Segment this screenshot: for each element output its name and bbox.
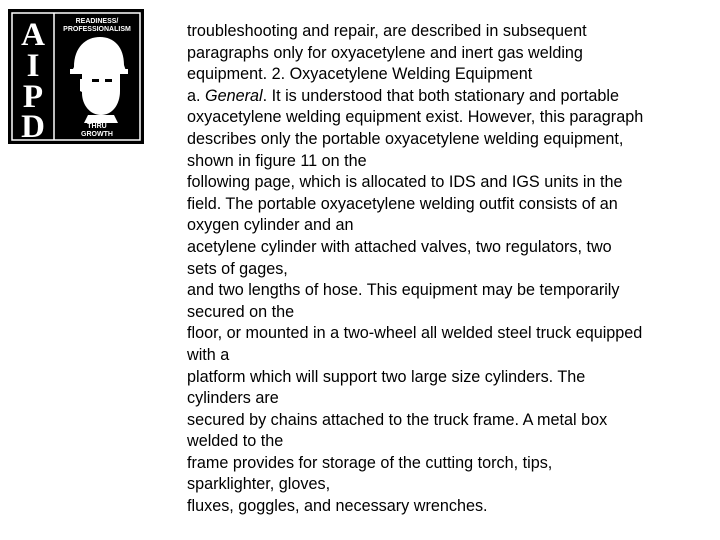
logo-bottom-text-thru: THRU [87, 123, 107, 130]
text-line [187, 86, 707, 108]
logo-letter-p: P [22, 79, 44, 115]
text-line: sets of gages, [187, 259, 288, 278]
logo-letter-a: A [21, 17, 45, 53]
logo-bottom-text-growth: GROWTH [81, 131, 113, 138]
text-line: sparklighter, gloves, [187, 475, 331, 494]
text-line: acetylene cylinder with attached valves, two regulators, two [187, 237, 612, 256]
text-line: shown in figure 11 on the [187, 151, 367, 170]
text-line: equipment. 2. Oxyacetylene Welding Equipment [187, 65, 533, 84]
soldier-head-icon [70, 37, 128, 123]
text-line: secured on the [187, 302, 295, 321]
logo-top-text-readiness: READINESS/ [75, 18, 119, 25]
text-line: describes only the portable oxyacetylene welding equipment, [187, 129, 624, 148]
text-line: oxygen cylinder and an [187, 216, 354, 235]
text-line: fluxes, goggles, and necessary wrenches. [187, 497, 488, 516]
text-line: troubleshooting and repair, are described in subsequent [187, 22, 587, 40]
text-line: platform which will support two large size cylinders. The [187, 367, 586, 386]
text-line: secured by chains attached to the truck frame. A metal box [187, 410, 608, 429]
logo-top-text-professionalism: PROFESSIONALISM [63, 26, 131, 33]
subheading-general: General [205, 86, 263, 105]
text-line: following page, which is allocated to IDS and IGS units in the [187, 173, 623, 192]
aipd-logo [8, 9, 144, 144]
text-line: field. The portable oxyacetylene welding outfit consists of an [187, 194, 618, 213]
text-line: floor, or mounted in a two-wheel all welded steel truck equipped [187, 324, 643, 343]
text-line: welded to the [187, 432, 284, 451]
text-line: with a [187, 345, 230, 364]
aipd-logo-graphic [8, 9, 144, 144]
text-line: frame provides for storage of the cutting torch, tips, [187, 453, 553, 472]
document-body [187, 21, 707, 518]
logo-letter-d: D [21, 109, 45, 144]
logo-letter-i: I [26, 48, 40, 84]
text-line: paragraphs only for oxyacetylene and inert gas welding [187, 43, 583, 62]
text-line: and two lengths of hose. This equipment may be temporarily [187, 281, 620, 300]
paragraph-label: a. [187, 86, 205, 105]
text-line: cylinders are [187, 389, 279, 408]
text-line-rest: . It is understood that both stationary and portable [262, 86, 619, 105]
text-line: oxyacetylene welding equipment exist. However, this paragraph [187, 108, 644, 127]
